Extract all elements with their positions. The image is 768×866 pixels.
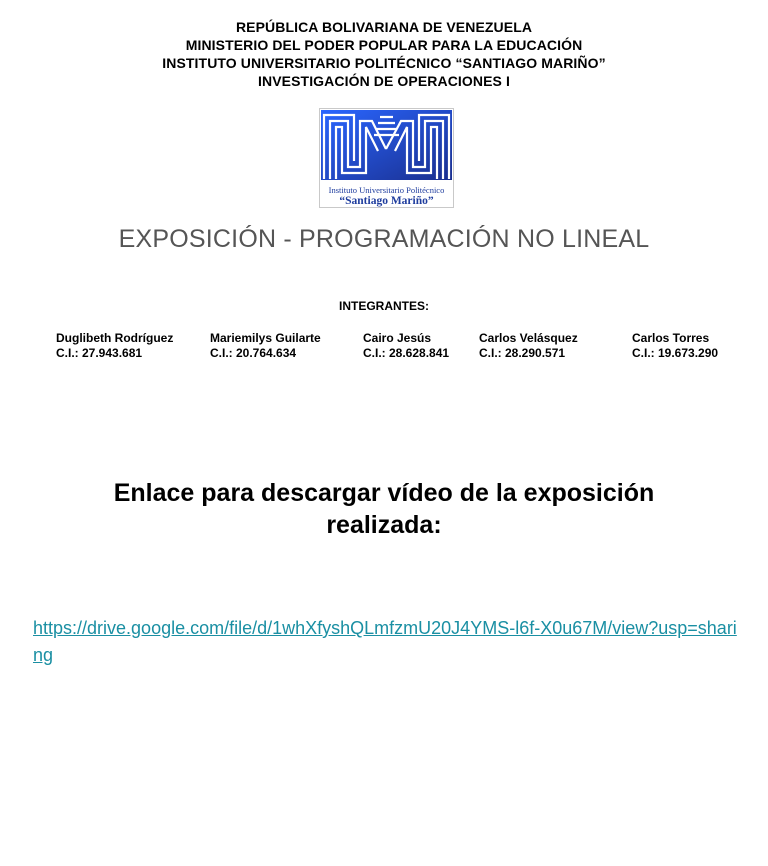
member-ci: C.I.: 20.764.634	[210, 346, 297, 360]
member-name: Carlos Torres	[632, 331, 710, 345]
institute-logo	[319, 108, 454, 208]
member-ci: C.I.: 19.673.290	[632, 346, 719, 360]
members-heading: INTEGRANTES:	[339, 299, 429, 313]
logo-caption-name: “Santiago Mariño”	[339, 195, 434, 207]
member-name: Duglibeth Rodríguez	[56, 331, 174, 345]
header-line-ministry: MINISTERIO DEL PODER POPULAR PARA LA EDUCACIÓN	[185, 37, 583, 53]
logo-emblem-icon	[320, 109, 453, 183]
member-duglibeth-rodriguez	[56, 331, 173, 361]
member-carlos-torres	[632, 331, 718, 361]
member-name: Cairo Jesús	[363, 331, 432, 345]
member-mariemilys-guilarte	[210, 331, 321, 361]
download-heading: Enlace para descargar vídeo de la exposición realizada:	[113, 479, 655, 539]
logo-caption-institute: Instituto Universitario Politécnico	[328, 185, 445, 195]
header-line-republic: REPÚBLICA BOLIVARIANA DE VENEZUELA	[235, 19, 533, 35]
header-line-course: INVESTIGACIÓN DE OPERACIONES I	[258, 73, 510, 89]
member-ci: C.I.: 28.290.571	[479, 346, 566, 360]
member-carlos-velasquez	[479, 331, 578, 361]
member-cairo-jesus	[363, 331, 449, 361]
member-name: Carlos Velásquez	[479, 331, 578, 345]
member-ci: C.I.: 27.943.681	[56, 346, 143, 360]
header-line-institute: INSTITUTO UNIVERSITARIO POLITÉCNICO “SANTIAGO MARIÑO”	[162, 55, 606, 71]
member-name: Mariemilys Guilarte	[210, 331, 321, 345]
member-ci: C.I.: 28.628.841	[363, 346, 450, 360]
drive-video-link[interactable]: https://drive.google.com/file/d/1whXfyshQLmfzmU20J4YMS-l6f-X0u67M/view?usp=sharing	[33, 618, 737, 665]
exposition-title: EXPOSICIÓN - PROGRAMACIÓN NO LINEAL	[118, 225, 650, 253]
document-header	[0, 18, 768, 90]
